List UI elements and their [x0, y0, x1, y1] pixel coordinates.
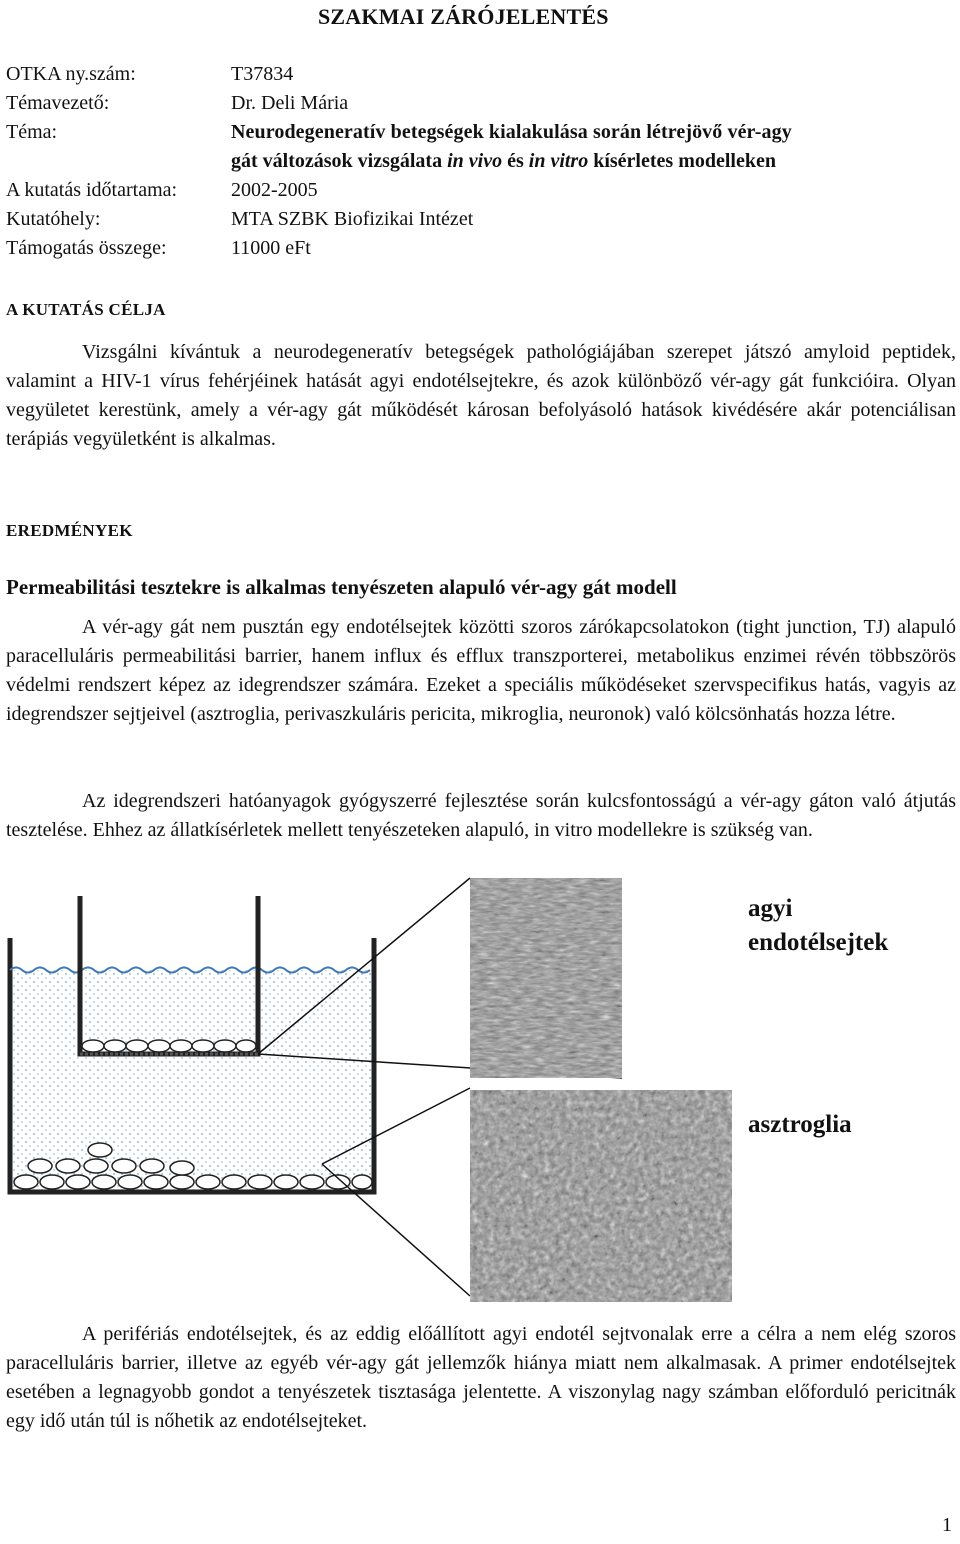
results-paragraph-3: A perifériás endotélsejtek, és az eddig előállított agyi endotél sejtvonalak erre a célra a nem elég szoros paracelluláris barrier, illetve az egyéb vér-agy gát jellemzők hiánya miatt nem alkalmasak. A primer endotélsejtek esetében a legnagyobb gondot a tenyészetek tisztasága jelentette. A viszonylag nagy számban előforduló pericitnák egy idő után túl is nőhetik az endotélsejteket.	[6, 1323, 956, 1432]
topic-row	[6, 118, 956, 176]
results-paragraph-1: A vér-agy gát nem pusztán egy endotélsejtek közötti szoros zárókapcsolatokon (tight junction, TJ) alapuló paracelluláris permeabilitási barrier, hanem influx és efflux transzporterei, metabolikus enzimei révén többszörös védelmi rendszert képez az idegrendszer számára. Ezeket a speciális működéseket szervspecifikus hatás, vagyis az idegrendszer sejtjeivel (asztroglia, perivaszkuláris pericita, mikroglia, neuronok) való kölcsönhatás hozza létre.	[6, 616, 956, 725]
topic-line-2	[231, 147, 956, 176]
institute-label: Kutatóhely:	[6, 208, 101, 230]
duration-value: 2002-2005	[231, 179, 318, 201]
results-heading: EREDMÉNYEK	[6, 521, 133, 540]
endothelial-micrograph	[470, 878, 622, 1078]
topic-line-2-part-a: gát változások vizsgálata	[231, 150, 448, 172]
topic-value	[231, 118, 956, 176]
aim-paragraph: Vizsgálni kívántuk a neurodegeneratív betegségek pathológiájában szerepet játszó amyloid peptidek, valamint a HIV-1 vírus fehérjéinek hatását agyi endotélsejtekre, és azok különböző vér-agy gát funkcióira. Olyan vegyületet kerestünk, amely a vér-agy gát működését károsan befolyásoló hatások kivédésére akár potenciálisan terápiás vegyületként is alkalmas.	[6, 341, 956, 450]
bbb-model-figure	[0, 868, 960, 1308]
aim-heading: A KUTATÁS CÉLJA	[6, 300, 166, 319]
astroglia-label: asztroglia	[748, 1111, 852, 1138]
supervisor-label: Témavezető:	[6, 92, 110, 114]
supervisor-value: Dr. Deli Mária	[231, 92, 349, 114]
funding-value: 11000 eFt	[231, 237, 311, 259]
endothelial-label-line-2: endotélsejtek	[748, 929, 889, 956]
document-title: SZAKMAI ZÁRÓJELENTÉS	[318, 4, 609, 29]
funding-row	[6, 234, 956, 263]
astroglia-micrograph	[470, 1090, 732, 1302]
results-subheading: Permeabilitási tesztekre is alkalmas tenyészeten alapuló vér-agy gát modell	[6, 575, 677, 599]
topic-italic-in-vivo: in vivo	[447, 150, 503, 172]
duration-row	[6, 176, 956, 205]
topic-line-2-part-b: és	[502, 150, 529, 172]
endothelial-label	[748, 892, 888, 960]
endothelial-label-line-1: agyi	[748, 895, 793, 922]
topic-line-1: Neurodegeneratív betegségek kialakulása során létrejövő vér-agy	[231, 121, 792, 143]
institute-value: MTA SZBK Biofizikai Intézet	[231, 208, 474, 230]
page-number: 1	[942, 1514, 952, 1536]
topic-italic-in-vitro: in vitro	[528, 150, 589, 172]
otka-value: T37834	[231, 63, 294, 85]
topic-line-2-part-c: kísérletes modelleken	[588, 150, 776, 172]
topic-label: Téma:	[6, 121, 58, 143]
otka-row	[6, 60, 956, 89]
institute-row	[6, 205, 956, 234]
culture-well	[10, 938, 374, 1192]
project-metadata	[6, 60, 956, 263]
otka-label: OTKA ny.szám:	[6, 63, 136, 85]
funding-label: Támogatás összege:	[6, 237, 167, 259]
results-paragraph-2: Az idegrendszeri hatóanyagok gyógyszerré fejlesztése során kulcsfontosságú a vér-agy gáton való átjutás tesztelése. Ehhez az állatkísérletek mellett tenyészeteken alapuló, in vitro modellekre is szükség van.	[6, 790, 956, 841]
supervisor-row	[6, 89, 956, 118]
duration-label: A kutatás időtartama:	[6, 179, 178, 201]
